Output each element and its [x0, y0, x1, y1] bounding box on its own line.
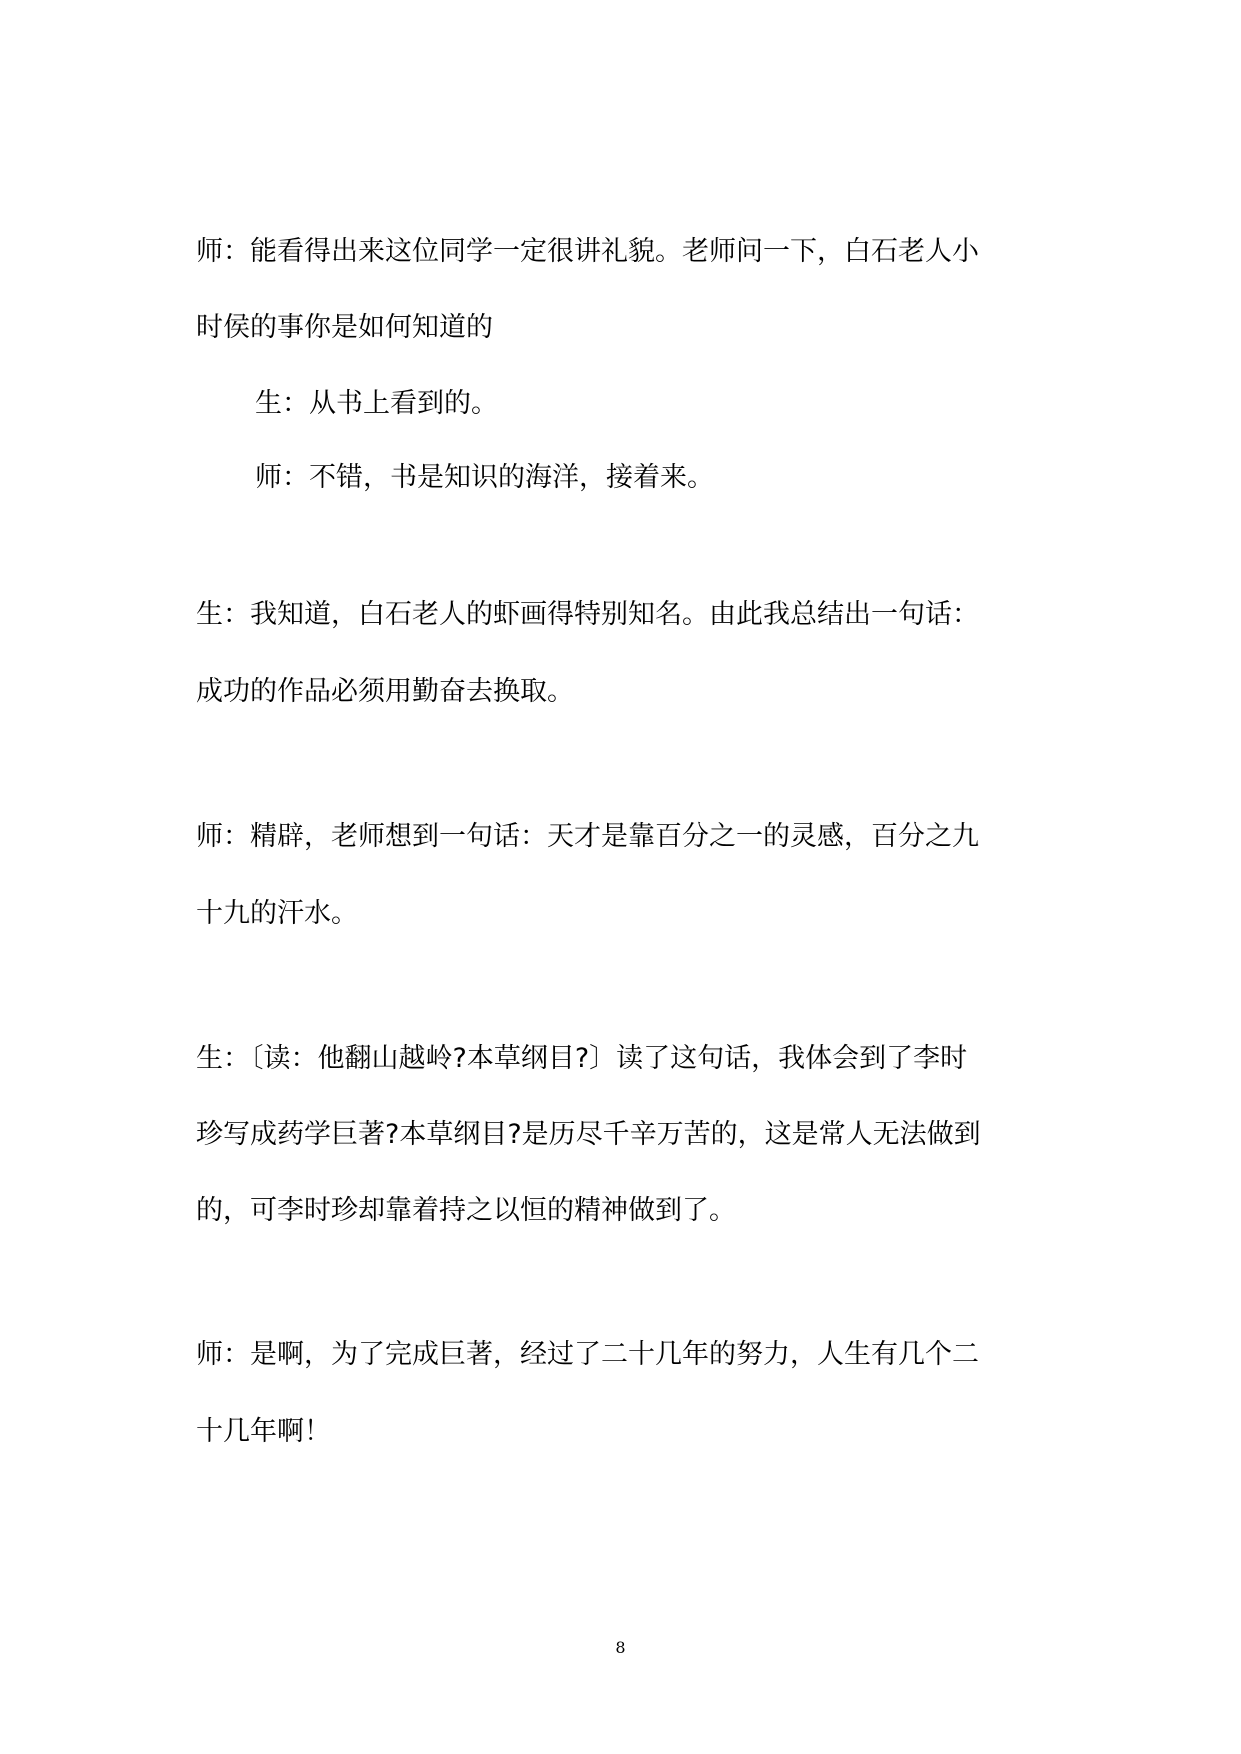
text-line: 的，可李时珍却靠着持之以恒的精神做到了。	[196, 1195, 736, 1226]
text-line: 十几年啊！	[196, 1416, 331, 1447]
text-line: 师：是啊，为了完成巨著，经过了二十几年的努力，人生有几个二	[196, 1339, 979, 1370]
page-number: 8	[615, 1638, 626, 1657]
text-line: 师：精辟，老师想到一句话：天才是靠百分之一的灵感，百分之九	[196, 821, 979, 852]
text-line: 时侯的事你是如何知道的	[196, 312, 493, 343]
text-line: 师：能看得出来这位同学一定很讲礼貌。老师问一下，白石老人小	[196, 236, 979, 267]
text-line: 师：不错，书是知识的海洋，接着来。	[255, 462, 714, 493]
text-line: 生：我知道，白石老人的虾画得特别知名。由此我总结出一句话：	[196, 599, 979, 630]
text-line: 生：从书上看到的。	[255, 388, 498, 419]
text-line: 生：〔读：他翻山越岭?本草纲目?〕读了这句话，我体会到了李时	[196, 1043, 968, 1074]
text-line: 珍写成药学巨著?本草纲目?是历尽千辛万苦的，这是常人无法做到	[196, 1119, 981, 1150]
text-line: 十九的汗水。	[196, 898, 358, 929]
text-line: 成功的作品必须用勤奋去换取。	[196, 676, 574, 707]
